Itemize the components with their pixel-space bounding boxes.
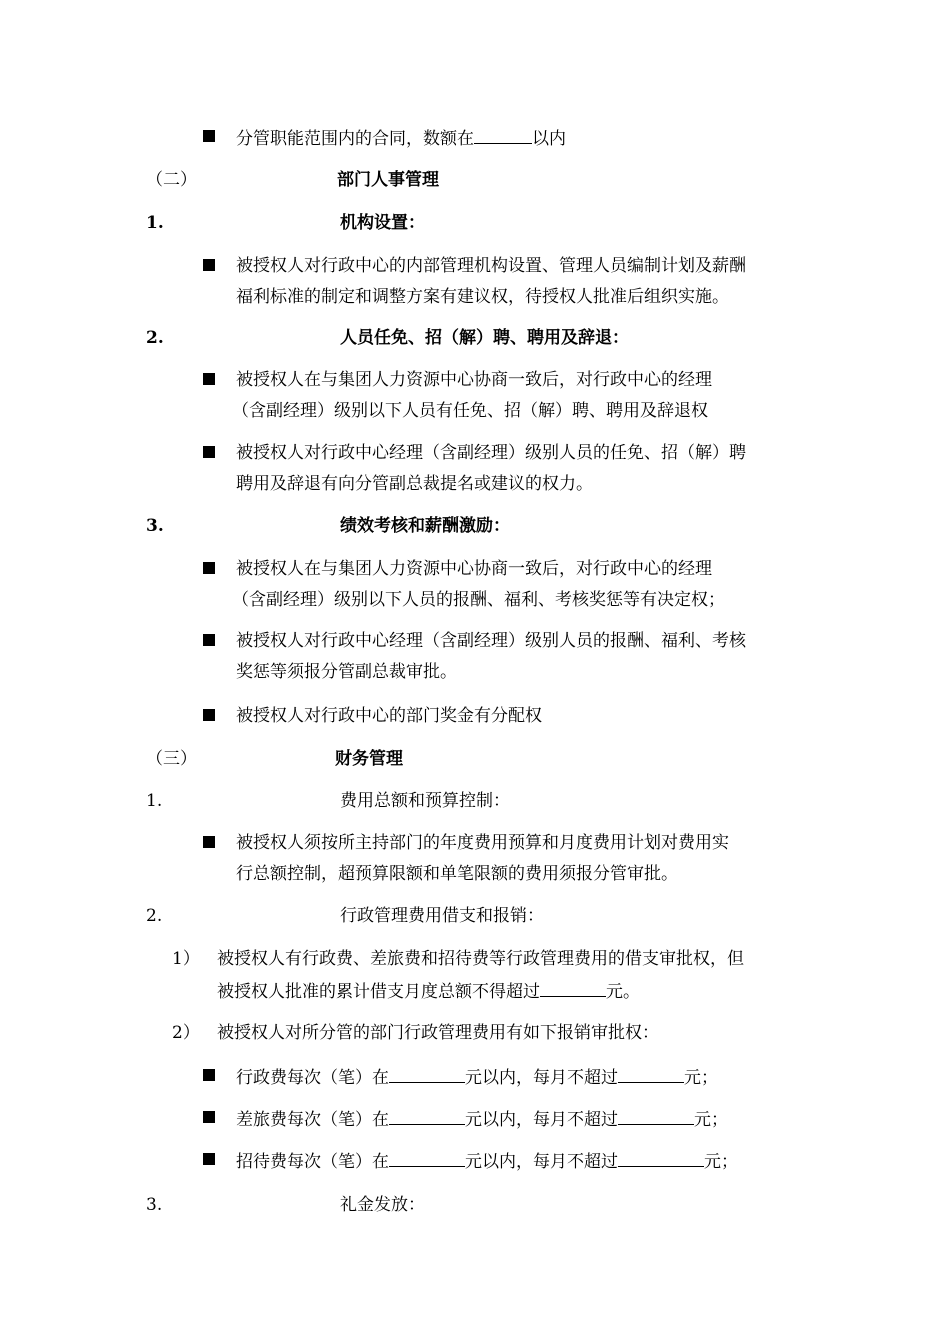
subsection-number: 2.: [146, 906, 163, 926]
bullet-icon: [203, 634, 215, 646]
loan-limit-text: 被授权人批准的累计借支月度总额不得超过: [217, 982, 540, 1002]
item-marker: 1）: [172, 949, 200, 969]
bullet-icon: [203, 446, 215, 458]
amount-blank[interactable]: [540, 980, 606, 997]
loan-limit-suffix: 元。: [606, 982, 640, 1002]
amount-blank[interactable]: [618, 1150, 704, 1167]
paragraph-line: 被授权人须按所主持部门的年度费用预算和月度费用计划对费用实: [236, 833, 729, 853]
paragraph-line: 奖惩等须报分管副总裁审批。: [236, 662, 457, 682]
paragraph-line: 被授权人在与集团人力资源中心协商一致后，对行政中心的经理: [236, 370, 712, 390]
paragraph-line: 聘用及辞退有向分管副总裁提名或建议的权力。: [236, 474, 593, 494]
fee-suffix: 元；: [684, 1068, 718, 1088]
contract-limit-item: [236, 127, 566, 149]
paragraph-line: 被授权人有行政费、差旅费和招待费等行政管理费用的借支审批权，但: [217, 949, 744, 969]
subsection-title: 人员任免、招（解）聘、聘用及辞退：: [340, 328, 629, 348]
fee-mid-text: 元以内，每月不超过: [465, 1152, 618, 1172]
contract-limit-suffix: 以内: [532, 129, 566, 149]
fee-suffix: 元；: [694, 1110, 728, 1130]
paragraph-line: 福利标准的制定和调整方案有建议权，待授权人批准后组织实施。: [236, 287, 729, 307]
subsection-title: 行政管理费用借支和报销：: [340, 906, 544, 926]
paragraph-line: 被授权人在与集团人力资源中心协商一致后，对行政中心的经理: [236, 559, 712, 579]
paragraph-line: 被授权人对所分管的部门行政管理费用有如下报销审批权：: [217, 1023, 659, 1043]
bullet-icon: [203, 259, 215, 271]
bullet-icon: [203, 836, 215, 848]
paragraph-line: 被授权人对行政中心的内部管理机构设置、管理人员编制计划及薪酬: [236, 256, 746, 276]
amount-blank[interactable]: [618, 1066, 684, 1083]
amount-blank[interactable]: [618, 1108, 694, 1125]
fee-mid-text: 元以内，每月不超过: [465, 1110, 618, 1130]
section-3-marker: （三）: [146, 749, 197, 769]
fee-label: 行政费每次（笔）在: [236, 1068, 389, 1088]
section-2-title: 部门人事管理: [337, 170, 439, 190]
subsection-title: 机构设置：: [340, 213, 425, 233]
fee-label: 招待费每次（笔）在: [236, 1152, 389, 1172]
paragraph-line: 被授权人对行政中心经理（含副经理）级别人员的任免、招（解）聘: [236, 443, 746, 463]
fee-travel-line: [236, 1108, 728, 1130]
fee-label: 差旅费每次（笔）在: [236, 1110, 389, 1130]
paragraph-line: （含副经理）级别以下人员有任免、招（解）聘、聘用及辞退权: [232, 401, 708, 421]
paragraph-line: 行总额控制，超预算限额和单笔限额的费用须报分管审批。: [236, 864, 678, 884]
paragraph-line: 被授权人对行政中心经理（含副经理）级别人员的报酬、福利、考核: [236, 631, 746, 651]
amount-blank[interactable]: [389, 1150, 465, 1167]
paragraph-line: 被授权人对行政中心的部门奖金有分配权: [236, 706, 542, 726]
bullet-icon: [203, 1153, 215, 1165]
bullet-icon: [203, 130, 215, 142]
item-marker: 2）: [172, 1023, 200, 1043]
bullet-icon: [203, 1069, 215, 1081]
subsection-number: 2.: [146, 328, 164, 348]
paragraph-line: （含副经理）级别以下人员的报酬、福利、考核奖惩等有决定权；: [232, 590, 725, 610]
subsection-number: 1.: [146, 791, 163, 811]
subsection-title: 绩效考核和薪酬激励：: [340, 516, 510, 536]
subsection-number: 3.: [146, 1195, 163, 1215]
contract-limit-text: 分管职能范围内的合同，数额在: [236, 129, 474, 149]
subsection-title: 礼金发放：: [340, 1195, 425, 1215]
subsection-number: 3.: [146, 516, 164, 536]
bullet-icon: [203, 562, 215, 574]
section-2-marker: （二）: [146, 170, 197, 190]
fee-mid-text: 元以内，每月不超过: [465, 1068, 618, 1088]
bullet-icon: [203, 1111, 215, 1123]
bullet-icon: [203, 373, 215, 385]
fee-admin-line: [236, 1066, 718, 1088]
amount-blank[interactable]: [389, 1108, 465, 1125]
subsection-title: 费用总额和预算控制：: [340, 791, 510, 811]
subsection-number: 1.: [146, 213, 164, 233]
bullet-icon: [203, 709, 215, 721]
amount-blank[interactable]: [474, 127, 532, 144]
loan-limit-line: [217, 980, 640, 1002]
fee-entertainment-line: [236, 1150, 738, 1172]
fee-suffix: 元；: [704, 1152, 738, 1172]
section-3-title: 财务管理: [335, 749, 403, 769]
amount-blank[interactable]: [389, 1066, 465, 1083]
